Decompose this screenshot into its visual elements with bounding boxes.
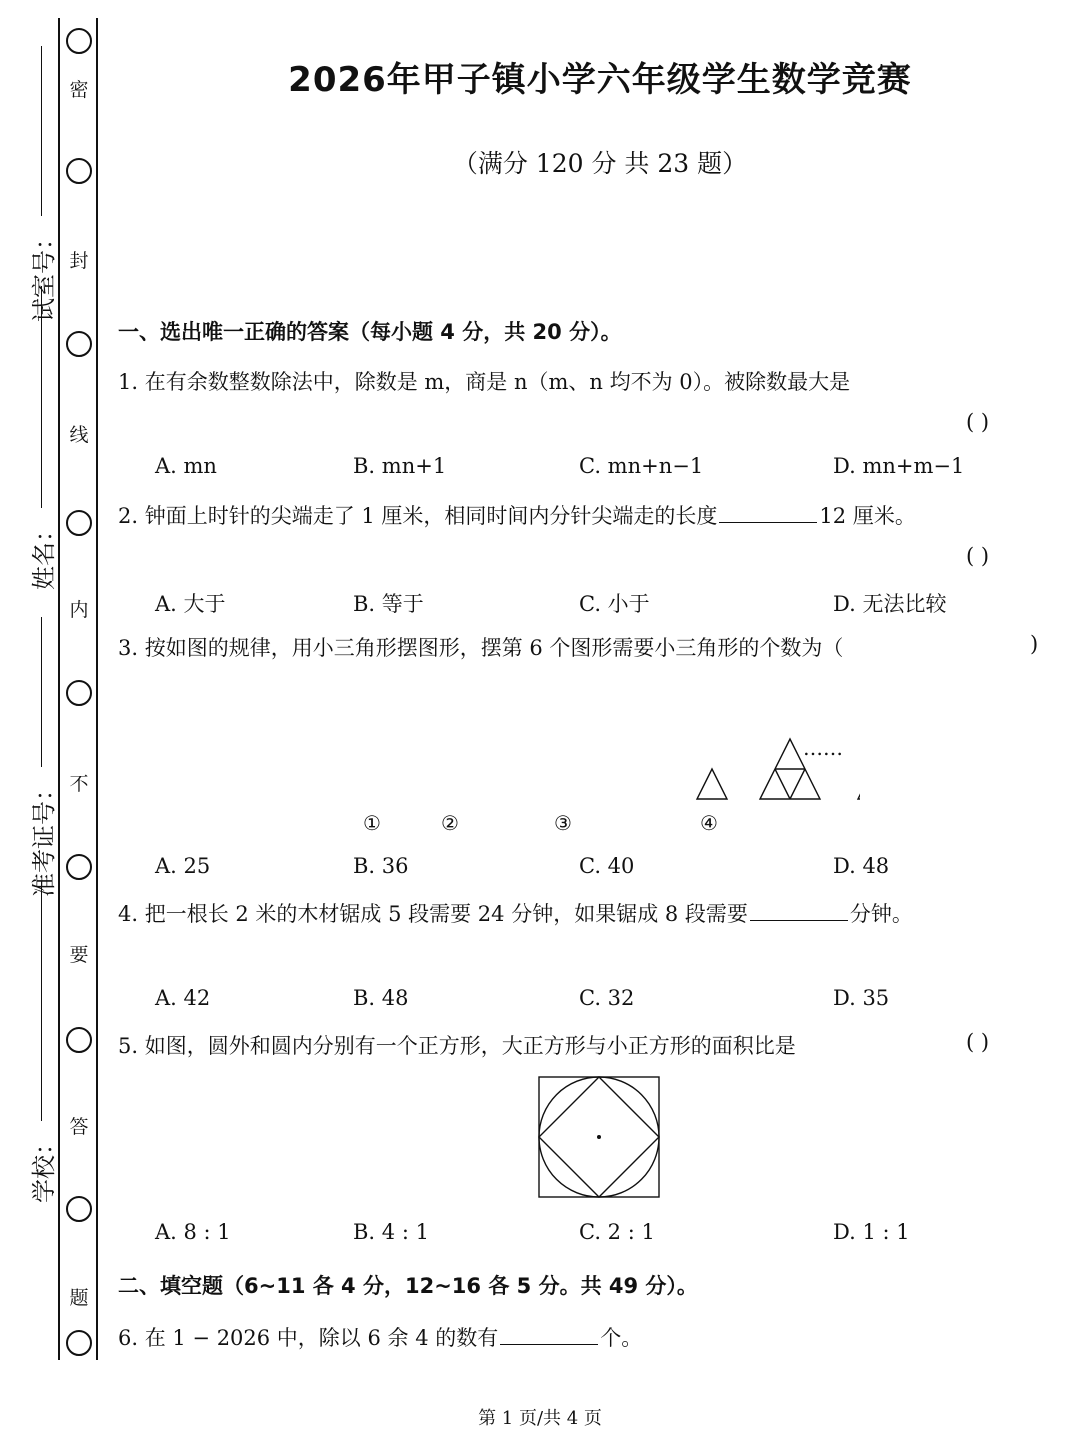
question-2 — [118, 500, 916, 530]
section-heading: 一、选出唯一正确的答案（每小题 4 分，共 20 分）。 — [118, 320, 622, 344]
answer-blank[interactable] — [750, 919, 848, 921]
binding-hole — [66, 854, 92, 880]
option-c: C. 2 : 1 — [579, 1220, 655, 1244]
binding-hole — [66, 158, 92, 184]
answer-blank[interactable] — [500, 1343, 598, 1345]
question-5: 5. 如图，圆外和圆内分别有一个正方形，大正方形与小正方形的面积比是 — [118, 1034, 796, 1058]
binding-hole — [66, 1330, 92, 1356]
option-c: C. 小于 — [579, 592, 650, 616]
binding-hole — [66, 680, 92, 706]
question-6-text: 6. 在 1 − 2026 中，除以 6 余 4 的数有 — [118, 1326, 499, 1350]
exam-room-label: 试室号： — [30, 226, 58, 322]
option-a: A. mn — [155, 454, 217, 478]
center-dot — [597, 1135, 601, 1139]
binding-char: 内 — [69, 599, 89, 621]
answer-paren[interactable]: ( ) — [966, 1030, 990, 1054]
answer-paren[interactable]: ( ) — [966, 544, 990, 568]
question-4 — [118, 898, 913, 928]
figure-label-3: ③ — [554, 811, 572, 835]
question-3: 3. 按如图的规律，用小三角形摆图形，摆第 6 个图形需要小三角形的个数为（ — [118, 636, 844, 660]
answer-paren[interactable]: ( ) — [966, 410, 990, 434]
question-2-text-end: 12 厘米。 — [819, 504, 916, 528]
figure-ellipsis: …… — [803, 736, 843, 760]
option-a: A. 42 — [155, 986, 211, 1010]
exam-room-field — [24, 46, 59, 322]
section-heading: 二、填空题（6~11 各 4 分，12~16 各 5 分。共 49 分）。 — [118, 1274, 698, 1298]
option-c: C. 40 — [579, 854, 635, 878]
option-a: A. 大于 — [155, 592, 226, 616]
question-6-text-end: 个。 — [600, 1326, 643, 1350]
option-c: C. 32 — [579, 986, 635, 1010]
triangle-figure-1 — [697, 769, 727, 799]
name-field — [24, 286, 59, 590]
school-label: 学校： — [30, 1131, 58, 1203]
option-d: D. 48 — [833, 854, 890, 878]
exam-room-blank[interactable] — [41, 46, 42, 216]
option-b: B. 等于 — [353, 592, 424, 616]
triangle-figure-3 — [858, 709, 860, 799]
name-label: 姓名： — [30, 518, 58, 590]
binding-hole — [66, 331, 92, 357]
option-a: A. 25 — [155, 854, 211, 878]
square-circle-figure — [534, 1072, 664, 1202]
binding-hole — [66, 1027, 92, 1053]
figure-label-2: ② — [441, 811, 459, 835]
option-a: A. 8 : 1 — [155, 1220, 231, 1244]
page-subtitle: （满分 120 分 共 23 题） — [452, 149, 748, 178]
option-b: B. mn+1 — [353, 454, 447, 478]
binding-hole — [66, 510, 92, 536]
binding-char: 题 — [69, 1287, 89, 1309]
name-blank[interactable] — [41, 286, 42, 508]
question-2-text: 2. 钟面上时针的尖端走了 1 厘米，相同时间内分针尖端走的长度 — [118, 504, 718, 528]
binding-char: 要 — [69, 944, 89, 966]
option-b: B. 36 — [353, 854, 409, 878]
figure-label-4: ④ — [700, 811, 718, 835]
candidate-number-field — [24, 617, 59, 897]
option-b: B. 48 — [353, 986, 409, 1010]
figure-label-1: ① — [363, 811, 381, 835]
school-field — [24, 881, 59, 1203]
triangle-pattern-figure — [340, 672, 860, 842]
option-d: D. 35 — [833, 986, 890, 1010]
binding-line-right — [96, 18, 98, 1360]
candidate-number-blank[interactable] — [41, 617, 42, 767]
question-4-text-end: 分钟。 — [849, 902, 913, 926]
question-1: 1. 在有余数整数除法中，除数是 m，商是 n（m、n 均不为 0）。被除数最大是 — [118, 370, 851, 394]
option-b: B. 4 : 1 — [353, 1220, 429, 1244]
option-d: D. 无法比较 — [833, 592, 947, 616]
binding-hole — [66, 1196, 92, 1222]
question-4-text: 4. 把一根长 2 米的木材锯成 5 段需要 24 分钟，如果锯成 8 段需要 — [118, 902, 748, 926]
option-d: D. 1 : 1 — [833, 1220, 910, 1244]
option-c: C. mn+n−1 — [579, 454, 704, 478]
binding-char: 封 — [69, 250, 89, 272]
page-title: 2026年甲子镇小学六年级学生数学竞赛 — [288, 60, 912, 100]
binding-hole — [66, 28, 92, 54]
answer-paren-close[interactable]: ) — [1030, 632, 1039, 656]
binding-char: 线 — [69, 424, 89, 446]
binding-char: 不 — [69, 773, 89, 795]
candidate-number-label: 准考证号： — [30, 777, 58, 897]
school-blank[interactable] — [41, 881, 42, 1121]
page-footer: 第 1 页/共 4 页 — [478, 1408, 602, 1429]
question-6 — [118, 1322, 642, 1352]
binding-char: 答 — [69, 1116, 89, 1138]
binding-char: 密 — [69, 79, 89, 101]
option-d: D. mn+m−1 — [833, 454, 965, 478]
answer-blank[interactable] — [719, 521, 817, 523]
